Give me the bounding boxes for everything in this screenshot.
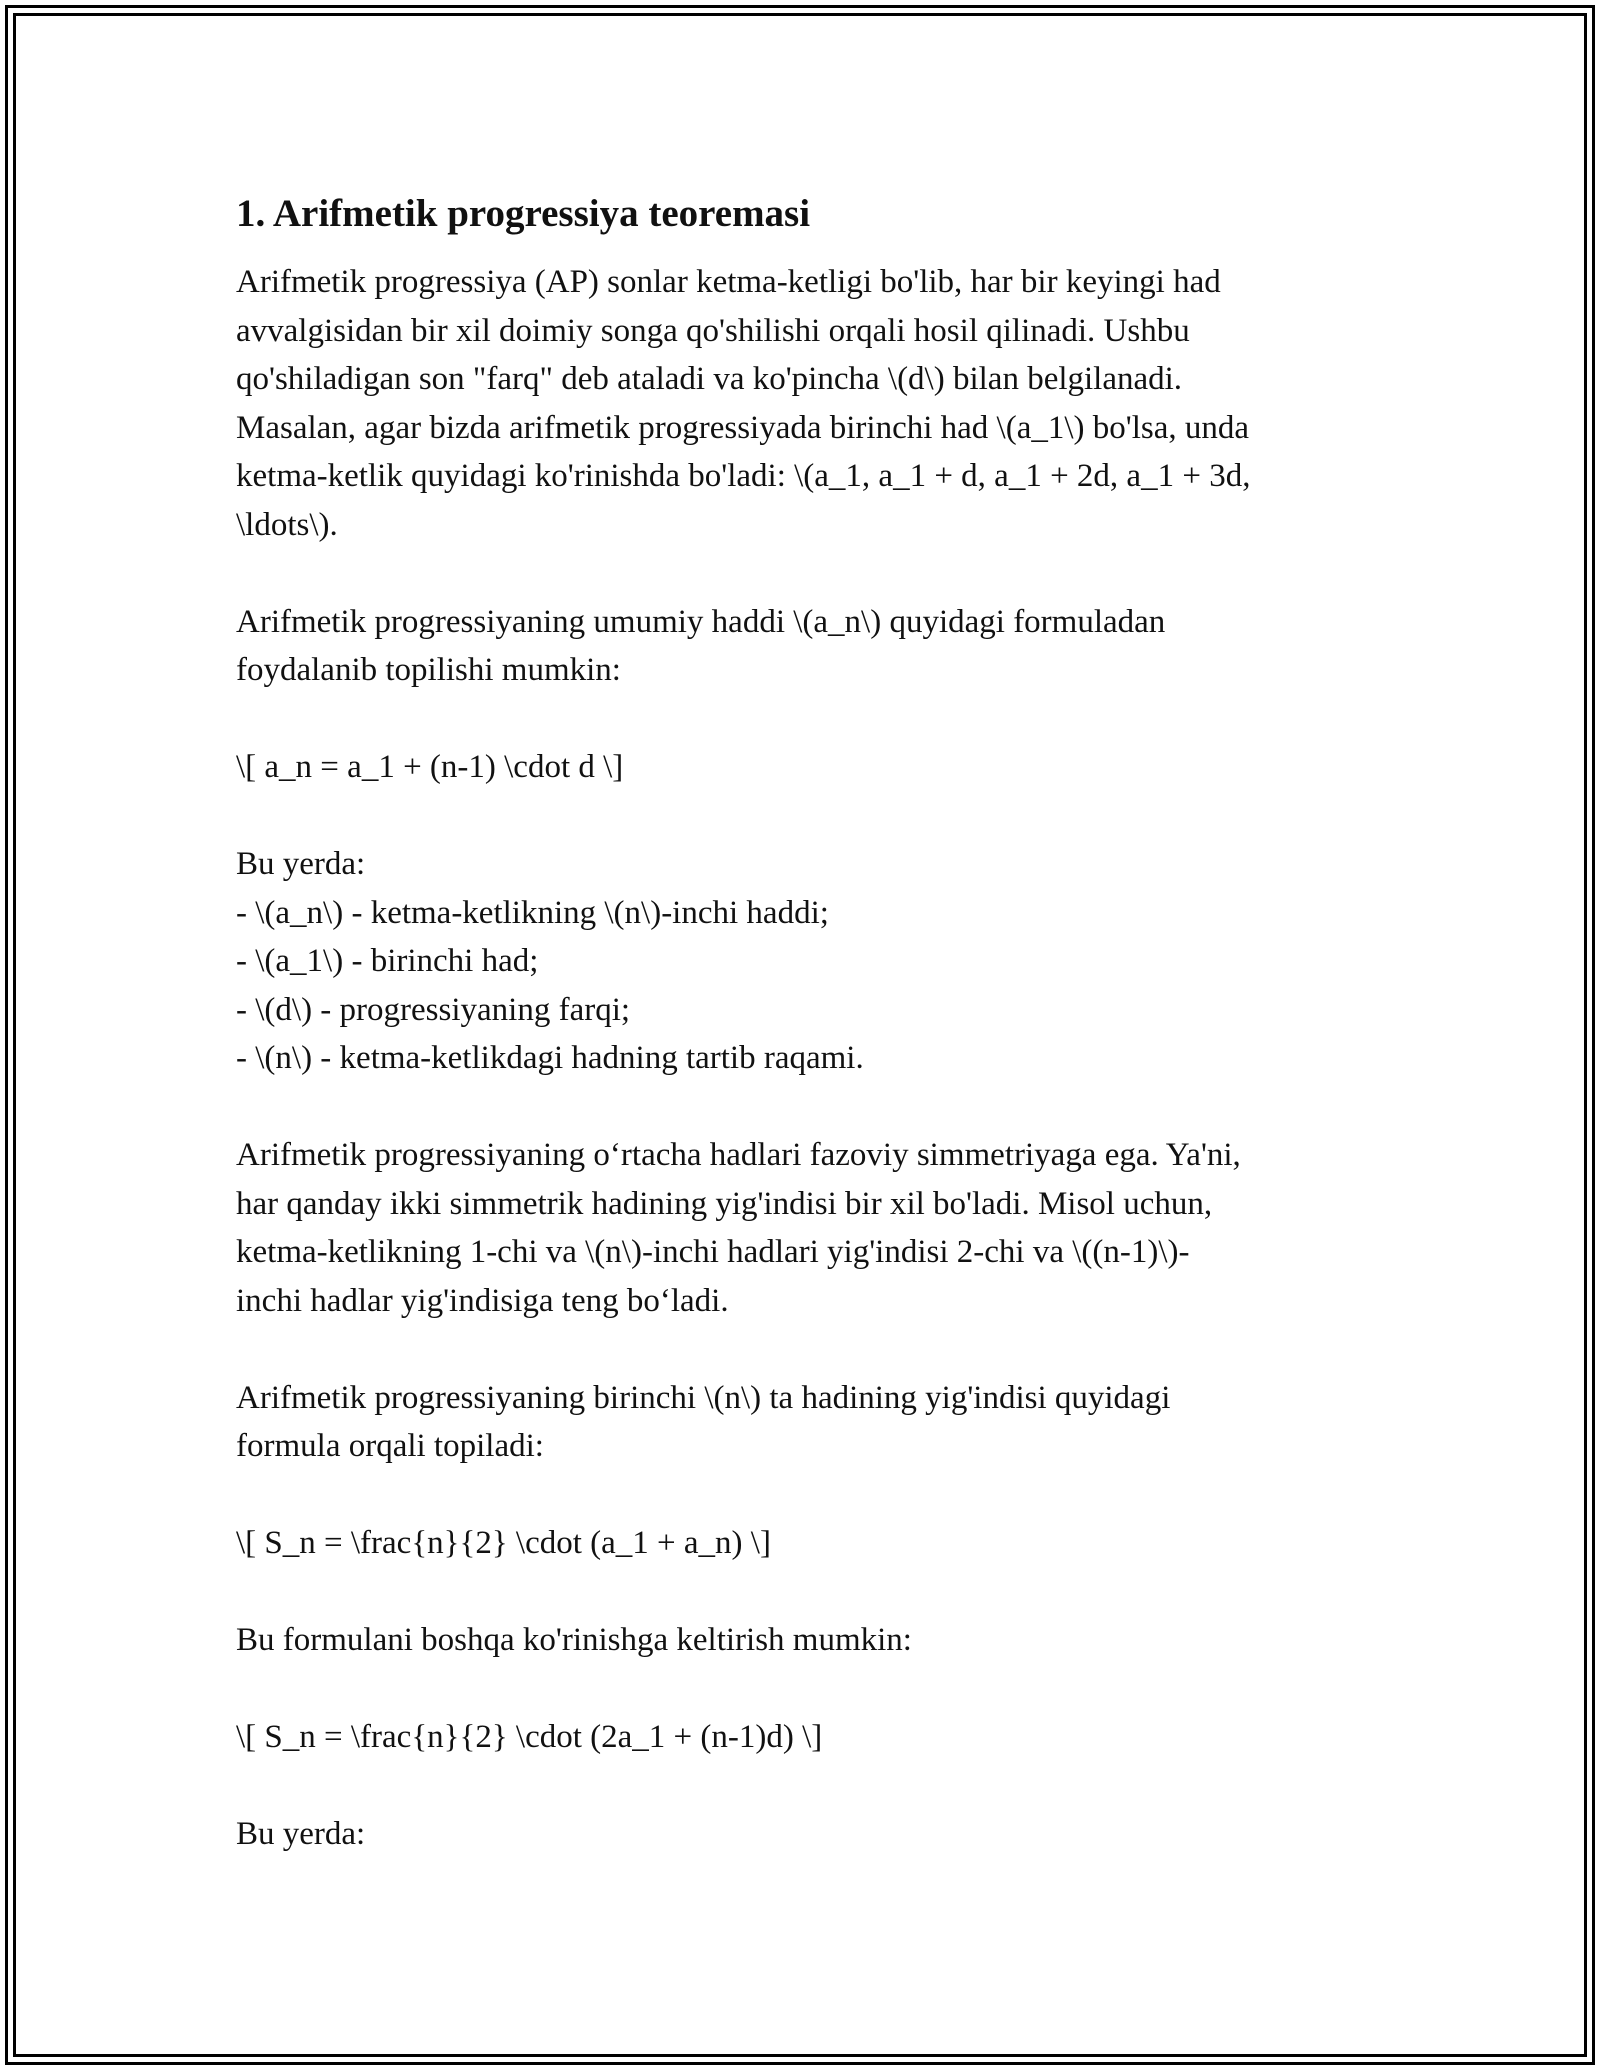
text-line: - \(n\) - ketma-ketlikdagi hadning tartib raqami. — [236, 1040, 864, 1076]
text-line: - \(d\) - progressiyaning farqi; — [236, 991, 631, 1028]
text-line: avvalgisidan bir xil doimiy songa qo'shilishi orqali hosil qilinadi. Ushbu — [236, 312, 1190, 349]
text-line: har qanday ikki simmetrik hadining yig'indisi bir xil bo'ladi. Misol uchun, — [236, 1185, 1213, 1222]
document-body — [236, 188, 1366, 1859]
text-line: ketma-ketlikning 1-chi va \(n\)-inchi hadlari yig'indisi 2-chi va \((n-1)\)- — [236, 1234, 1190, 1270]
text-line: - \(a_1\) - birinchi had; — [236, 943, 539, 979]
text-line: foydalanib topilishi mumkin: — [236, 652, 621, 688]
text-line: - \(a_n\) - ketma-ketlikning \(n\)-inchi haddi; — [236, 894, 829, 931]
text-line: \ldots\). — [236, 506, 338, 543]
paragraph — [236, 1131, 1366, 1325]
paragraph-gap — [236, 1665, 1366, 1714]
paragraph-gap — [236, 1325, 1366, 1374]
paragraph-gap — [236, 792, 1366, 841]
paragraph — [236, 598, 1366, 695]
paragraph — [236, 743, 1366, 792]
text-line: Bu yerda: — [236, 1816, 366, 1852]
text-line: Bu yerda: — [236, 846, 366, 882]
section-heading: 1. Arifmetik progressiya teoremasi — [236, 192, 811, 235]
text-line: Arifmetik progressiya (AP) sonlar ketma-ketligi bo'lib, har bir keyingi had — [236, 264, 1221, 300]
paragraph-gap — [236, 1762, 1366, 1811]
text-line: qo'shiladigan son "farq" deb ataladi va ko'pincha \(d\) bilan belgilanadi. — [236, 361, 1183, 397]
text-line: Bu formulani boshqa ko'rinishga keltirish mumkin: — [236, 1622, 912, 1658]
text-line: Arifmetik progressiyaning oʻrtacha hadlari fazoviy simmetriyaga ega. Ya'ni, — [236, 1137, 1241, 1173]
paragraph — [236, 1374, 1366, 1471]
text-line: Arifmetik progressiyaning birinchi \(n\) ta hadining yig'indisi quyidagi — [236, 1379, 1171, 1416]
paragraph-gap — [236, 1568, 1366, 1617]
paragraph-gap — [236, 695, 1366, 744]
text-line: \[ S_n = \frac{n}{2} \cdot (2a_1 + (n-1)d) \] — [236, 1719, 823, 1755]
paragraph — [236, 1713, 1366, 1762]
text-line: \[ a_n = a_1 + (n-1) \cdot d \] — [236, 749, 624, 785]
paragraph-gap — [236, 1083, 1366, 1132]
text-line: \[ S_n = \frac{n}{2} \cdot (a_1 + a_n) \] — [236, 1525, 771, 1561]
paragraph-list — [236, 258, 1366, 1859]
paragraph — [236, 840, 1366, 1083]
paragraph-gap — [236, 549, 1366, 598]
paragraph — [236, 258, 1366, 549]
text-line: ketma-ketlik quyidagi ko'rinishda bo'ladi: \(a_1, a_1 + d, a_1 + 2d, a_1 + 3d, — [236, 458, 1251, 494]
paragraph-gap — [236, 1471, 1366, 1520]
paragraph — [236, 1810, 1366, 1859]
paragraph — [236, 1519, 1366, 1568]
paragraph — [236, 1616, 1366, 1665]
text-line: Masalan, agar bizda arifmetik progressiyada birinchi had \(a_1\) bo'lsa, unda — [236, 409, 1250, 446]
text-line: inchi hadlar yig'indisiga teng boʻladi. — [236, 1282, 729, 1319]
text-line: Arifmetik progressiyaning umumiy haddi \(a_n\) quyidagi formuladan — [236, 603, 1166, 640]
text-line: formula orqali topiladi: — [236, 1428, 544, 1464]
